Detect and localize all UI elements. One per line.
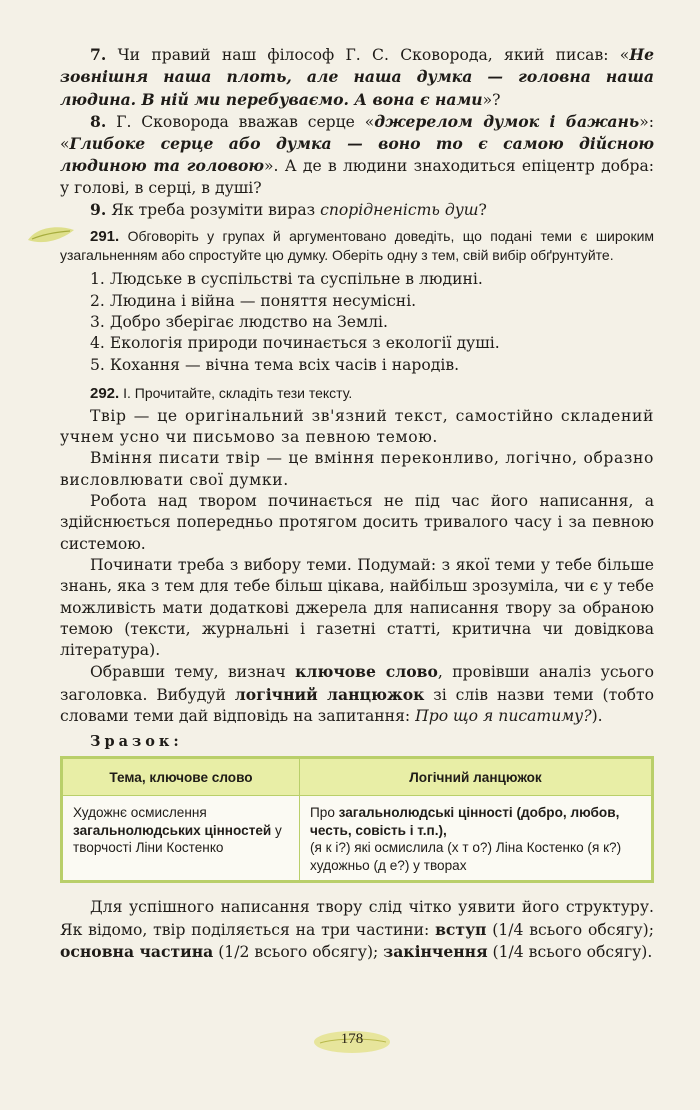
table-header-row (62, 758, 653, 796)
paragraph-5: Обравши тему, визнач ключове слово, провівши аналіз усього заголовка. Вибудуй логічний ланцюжок зі слів назви теми (тобто словами теми дай відповідь на запитання: Про що я писатиму?). (60, 662, 654, 726)
sample-table (60, 756, 654, 883)
list-item: 1. Людське в суспільстві та суспільне в людині. (90, 270, 483, 289)
paragraph-3: Робота над твором починається не під час його написання, а здійснюється попередньо протягом досить тривалого часу і за певною системою. (60, 492, 654, 553)
page-number: 178 (312, 1028, 392, 1056)
paragraph-4: Починати треба з вибору теми. Подумай: з якої теми у тебе більше знань, яка з тем для тебе більш цікава, найбільш зрозуміла, чи є у тебе можливість мати додаткові джерела для написання твору за обраною темою (тексти, журнальні і газетні статті, критична чи довідкова література). (60, 555, 654, 660)
list-item: 2. Людина і війна — поняття несумісні. (90, 291, 417, 310)
question-7: 7. Чи правий наш філософ Г. С. Сковорода, який писав: «Не зовнішня наша плоть, але наша думка — головна наша людина. В ній ми перебуваємо. А вона є нами»? (60, 45, 655, 109)
paragraph-1: Твір — це оригінальний зв'язний текст, самостійно складений учнем усно чи письмово за певною темою. (60, 406, 654, 447)
exercise-292-task: 292. І. Прочитайте, складіть тези тексту. (90, 384, 353, 402)
paragraph-6: Для успішного написання твору слід чітко уявити його структуру. Як відомо, твір поділяється на три частини: вступ (1/4 всього обсягу); основна частина (1/2 всього обсягу); закінчення (1/4 всього обсягу). (60, 898, 654, 961)
sample-label: Зразок: (90, 733, 183, 751)
topic-list (60, 269, 654, 375)
table-cell-topic: Художнє осмислення загальнолюдських цінностей у творчості Ліни Костенко (62, 796, 300, 882)
table-header-chain: Логічний ланцюжок (300, 758, 653, 796)
paragraph-2: Вміння писати твір — це вміння переконливо, логічно, образно висловлювати свої думки. (60, 449, 654, 489)
list-item: 5. Кохання — вічна тема всіх часів і народів. (90, 355, 460, 374)
table-header-topic: Тема, ключове слово (62, 758, 300, 796)
page-content (60, 44, 654, 963)
list-item: 4. Екологія природи починається з екології душі. (90, 334, 500, 353)
table-row (62, 796, 653, 882)
list-item: 3. Добро зберігає людство на Землі. (90, 312, 389, 331)
table-cell-chain: Про загальнолюдські цінності (добро, любов, честь, совість і т.п.), (я к і?) які осмислила (х т о?) Ліна Костенко (я к?) художньо (д е?) у творах (300, 796, 653, 882)
question-8: 8. Г. Сковорода вважав серце «джерелом думок і бажань»: «Глибоке серце або думка — воно то є самою дійсною людиною та головою». А де в людини знаходиться епіцентр добра: у голові, в серці, в душі? (60, 111, 654, 197)
exercise-291-task: 291. Обговоріть у групах й аргументовано доведіть, що подані теми є широким узагальненням або спростуйте цю думку. Оберіть одну з тем, свій вибір обґрунтуйте. (60, 228, 655, 264)
question-9: 9. Як треба розуміти вираз спорідненість душ? (90, 200, 487, 220)
